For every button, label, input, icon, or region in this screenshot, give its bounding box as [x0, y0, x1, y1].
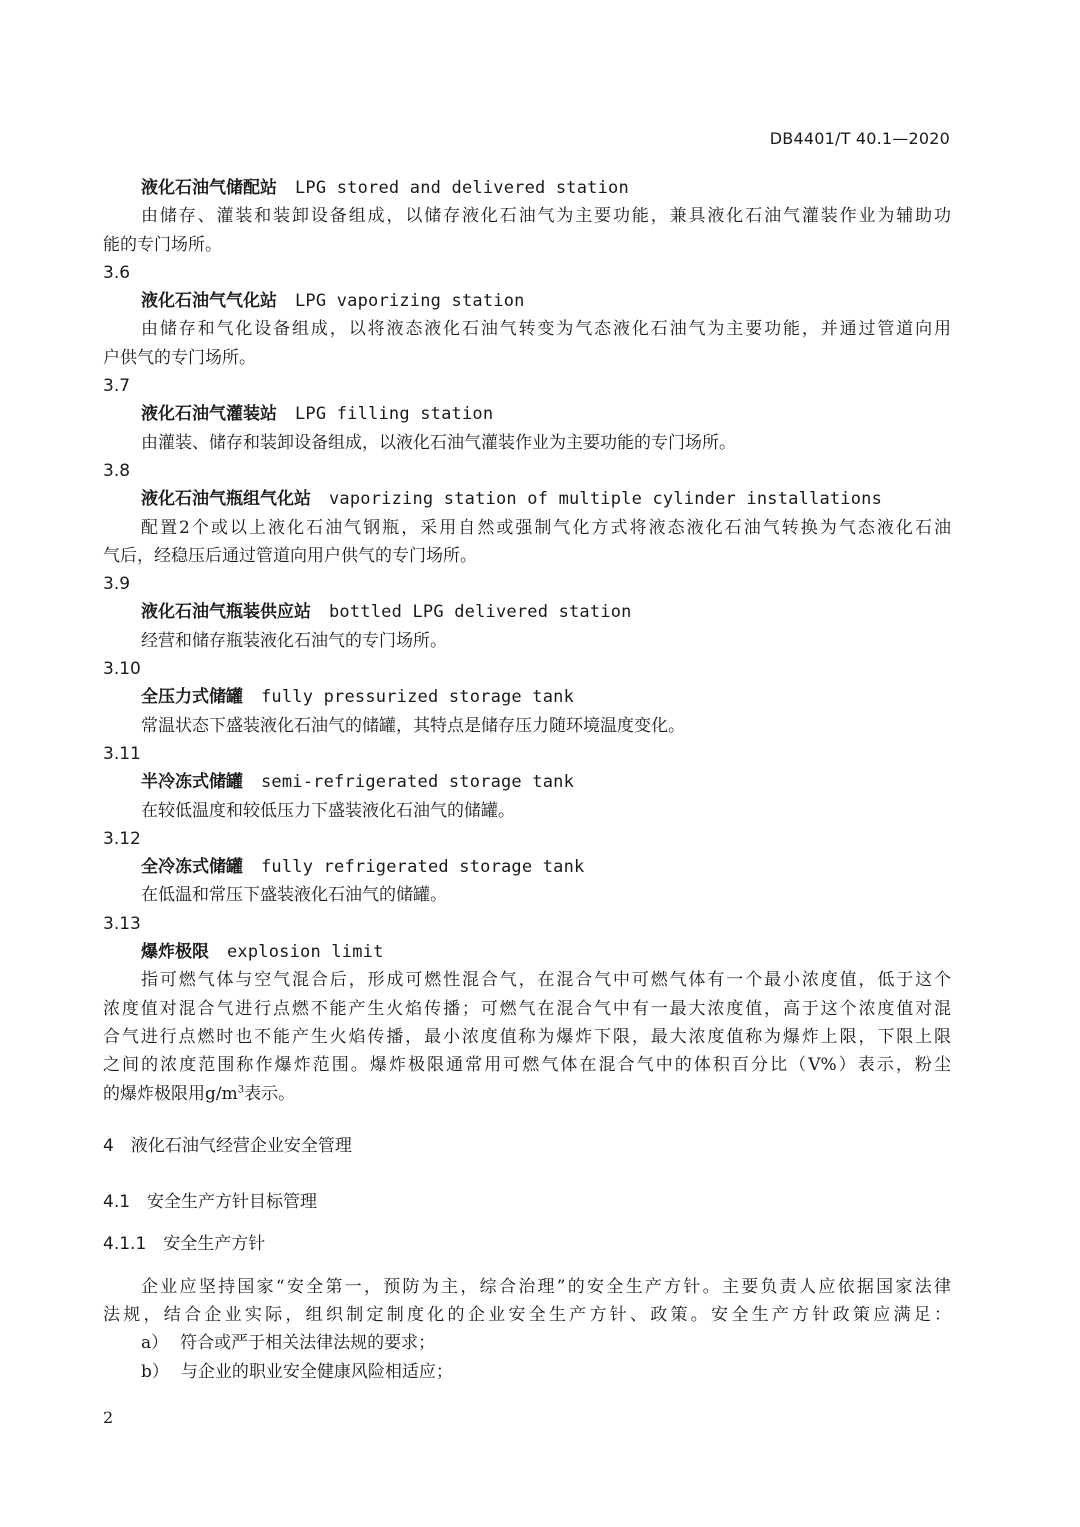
unit-text-tail: 表示。 [244, 1083, 296, 1104]
term-heading [103, 768, 951, 796]
term-zh: 液化石油气瓶装供应站 [141, 602, 311, 623]
term-heading [103, 938, 951, 966]
term-number: 3.13 [103, 913, 141, 934]
term-number: 3.12 [103, 828, 141, 849]
superscript: 3 [237, 1083, 245, 1095]
term-number: 3.9 [103, 574, 131, 595]
term-heading [103, 598, 951, 626]
term-definition-line: 由灌装、储存和装卸设备组成，以液化石油气灌装作业为主要功能的专门场所。 [141, 432, 736, 453]
term-en: semi-refrigerated storage tank [261, 772, 575, 793]
unit-text: 的爆炸极限用g/m [103, 1083, 238, 1104]
section-heading-4-1-1 [103, 1230, 951, 1258]
term-heading [103, 485, 951, 513]
term-heading [103, 174, 951, 202]
term-number: 3.6 [103, 262, 131, 283]
term-definition-line: 常温状态下盛装液化石油气的储罐，其特点是储存压力随环境温度变化。 [141, 715, 685, 736]
paragraph-line: 企业应坚持国家“安全第一，预防为主，综合治理”的安全生产方针。主要负责人应依据国家法律 [141, 1276, 951, 1297]
list-text: 与企业的职业安全健康风险相适应； [180, 1361, 453, 1382]
term-definition-line [103, 1080, 951, 1108]
document-id: DB4401/T 40.1—2020 [769, 129, 950, 148]
page-number: 2 [103, 1408, 114, 1427]
section-title: 安全生产方针 [163, 1234, 266, 1255]
list-marker: a） [141, 1333, 169, 1354]
term-en: fully refrigerated storage tank [261, 857, 585, 878]
term-zh: 全压力式储罐 [141, 687, 243, 708]
term-definition-line: 在较低温度和较低压力下盛装液化石油气的储罐。 [141, 800, 515, 821]
term-zh: 液化石油气储配站 [141, 178, 277, 198]
term-number: 3.10 [103, 659, 141, 680]
section-heading-4 [103, 1132, 951, 1160]
list-marker: b） [141, 1361, 169, 1382]
term-en: LPG vaporizing station [295, 291, 525, 312]
section-title: 液化石油气经营企业安全管理 [130, 1135, 352, 1156]
term-definition-line: 在低温和常压下盛装液化石油气的储罐。 [141, 885, 447, 906]
term-zh: 全冷冻式储罐 [141, 857, 243, 878]
list-item [103, 1358, 951, 1386]
term-en: LPG stored and delivered station [295, 178, 629, 198]
term-en: bottled LPG delivered station [329, 602, 632, 623]
term-en: vaporizing station of multiple cylinder installations [329, 489, 883, 510]
document-body [103, 174, 951, 1386]
term-definition-line: 经营和储存瓶装液化石油气的专门场所。 [141, 630, 447, 651]
term-definition-line: 合气进行点燃时也不能产生火焰传播，最小浓度值称为爆炸下限，最大浓度值称为爆炸上限，下限上限 [103, 1026, 951, 1047]
term-zh: 半冷冻式储罐 [141, 772, 243, 793]
section-number: 4.1.1 [103, 1234, 147, 1255]
term-number: 3.7 [103, 376, 131, 397]
list-item [103, 1329, 951, 1357]
term-definition-line: 配置2个或以上液化石油气钢瓶，采用自然或强制气化方式将液态液化石油气转换为气态液化石油 [141, 517, 951, 538]
term-definition-line: 由储存、灌装和装卸设备组成，以储存液化石油气为主要功能，兼具液化石油气灌装作业为辅助功 [141, 206, 951, 227]
term-heading [103, 287, 951, 315]
term-zh: 液化石油气灌装站 [141, 404, 277, 425]
term-definition-line: 之间的浓度范围称作爆炸范围。爆炸极限通常用可燃气体在混合气中的体积百分比（V%）表示，粉尘 [103, 1055, 951, 1076]
term-en: LPG filling station [295, 404, 494, 425]
term-definition-line: 浓度值对混合气进行点燃不能产生火焰传播；可燃气在混合气中有一最大浓度值，高于这个浓度值对混 [103, 998, 951, 1019]
term-definition-line: 指可燃气体与空气混合后，形成可燃性混合气，在混合气中可燃气体有一个最小浓度值，低于这个 [141, 970, 951, 991]
section-heading-4-1 [103, 1188, 951, 1216]
term-number: 3.11 [103, 743, 141, 764]
term-zh: 液化石油气瓶组气化站 [141, 489, 311, 510]
term-heading [103, 683, 951, 711]
term-definition-line: 户供气的专门场所。 [103, 347, 256, 368]
term-number: 3.8 [103, 460, 131, 481]
section-number: 4.1 [103, 1192, 131, 1213]
term-en: fully pressurized storage tank [261, 687, 575, 708]
list-text: 符合或严于相关法律法规的要求； [180, 1333, 436, 1354]
section-title: 安全生产方针目标管理 [147, 1192, 318, 1213]
paragraph-line: 法规，结合企业实际，组织制定制度化的企业安全生产方针、政策。安全生产方针政策应满足： [103, 1304, 951, 1325]
term-en: explosion limit [227, 942, 384, 963]
term-definition-line: 能的专门场所。 [103, 234, 222, 255]
term-heading [103, 853, 951, 881]
term-zh: 爆炸极限 [141, 942, 209, 963]
term-definition-line: 由储存和气化设备组成，以将液态液化石油气转变为气态液化石油气为主要功能，并通过管道向用 [141, 319, 951, 340]
term-zh: 液化石油气气化站 [141, 291, 277, 312]
term-heading [103, 400, 951, 428]
section-number: 4 [103, 1135, 114, 1156]
term-definition-line: 气后，经稳压后通过管道向用户供气的专门场所。 [103, 545, 477, 566]
